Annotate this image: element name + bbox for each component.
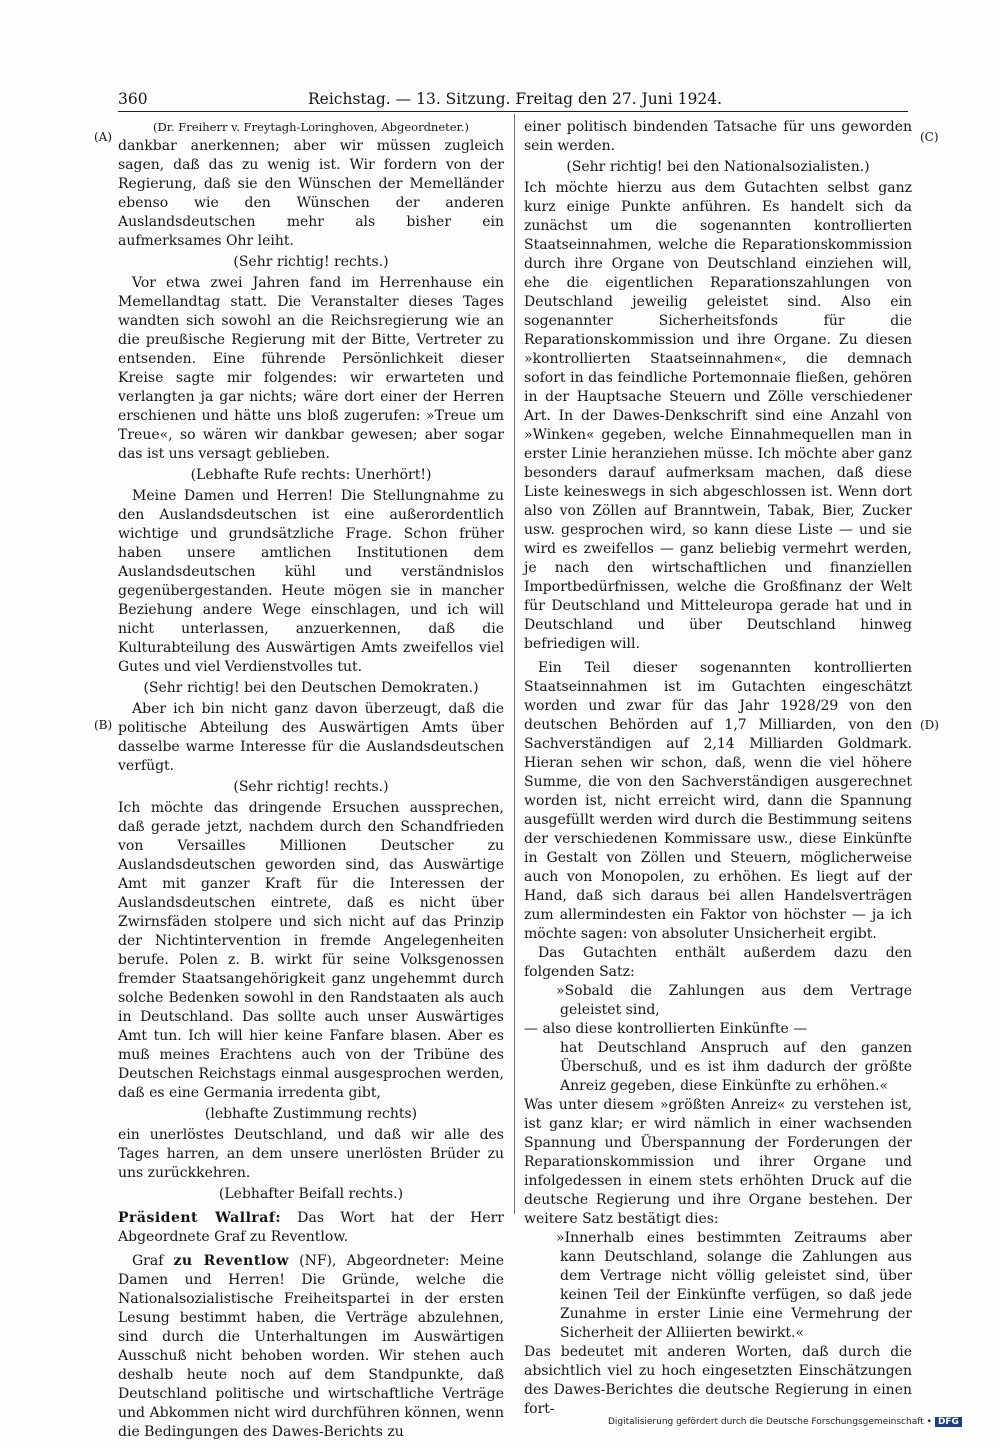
running-title: Reichstag. — 13. Sitzung. Freitag den 27. Juni 1924. [308, 90, 723, 108]
reaction: (Lebhafter Beifall rechts.) [218, 1186, 404, 1202]
right-column [524, 118, 912, 1419]
margin-mark-b: (B) [94, 718, 113, 732]
speech-text: (NF), Abgeordneter: Meine Damen und Herren! Die Gründe, welche die Nationalsozialistische Freiheitspartei in der ersten Lesung bestimmt haben, die Verträge abzulehnen, sind durch die Unterhaltungen im Auswärtigen Ausschuß nicht behoben worden. Wir stehen auch deshalb heute noch auf dem Standpunkte, daß Deutschland politische und wirtschaftliche Verträge und Abkommen nicht wird durchführen können, wenn die Bedingungen des Dawes-Berichts zu [118, 1253, 505, 1440]
page-number: 360 [118, 90, 148, 108]
paragraph: ein unerlöstes Deutschland, und daß wir alle des Tages harren, an dem unsere unerlösten Brüder zu uns zurückkehren. [118, 1127, 504, 1181]
left-column [118, 118, 504, 1442]
quotation: »Sobald die Zahlungen aus dem Vertrage geleistet sind, [556, 983, 912, 1018]
speaker-title: Graf [132, 1253, 164, 1269]
paragraph: Meine Damen und Herren! Die Stellungnahme zu den Auslandsdeutschen ist eine außerordentlich wichtige und grundsätzliche Frage. Schon früher haben unsere amtlichen Institutionen dem Auslandsdeutschen kühl und verständnislos gegenübergestanden. Heute mögen sie in mancher Beziehung andere Wege einschlagen, und ich will nicht unterlassen, anzuerkennen, daß die Kulturabteilung des Auswärtigen Amts zweifellos viel Gutes und viel Verdienstvolles tut. [118, 488, 504, 675]
paragraph: einer politisch bindenden Tatsache für uns geworden sein werden. [524, 119, 912, 154]
paragraph: — also diese kontrollierten Einkünfte — [524, 1021, 808, 1037]
header-rule [118, 111, 908, 112]
paragraph: Ich möchte hierzu aus dem Gutachten selbst ganz kurz einige Punkte anführen. Es handelt sich da zunächst um die sogenannten kontrollierten Staatseinnahmen, welche die Reparationskommission durch ihre Organe von Deutschland einziehen will, ehe die eigentlichen Reparationszahlungen von Deutschland jeweilig geleistet sind. Also ein sogenannter Sicherheitsfonds für die Reparationskommission und ihre Organe. Zu diesen »kontrollierten Staatseinnahmen«, die demnach sofort in das feindliche Portemonnaie fließen, gehören in der Hauptsache Steuern und Zölle verschiedener Art. In der Dawes-Denkschrift sind eine Anzahl von »Winken« gegeben, welche Einnahmequellen man in erster Linie heranziehen müsse. Ich möchte aber ganz besonders darauf aufmerksam machen, daß diese Liste keineswegs in sich abgeschlossen ist. Wenn dort also von Zöllen auf Branntwein, Tabak, Bier, Zucker usw. gesprochen wird, so kann diese Liste — und sie wird es zweifellos — ganz beliebig vermehrt werden, je nach den wirtschaftlichen und finanziellen Importbedürfnissen, welche die Großfinanz der Welt für Deutschland und Mitteleuropa gerade hat und in Deutschland und über Deutschland hinweg befriedigen will. [524, 180, 912, 652]
president-text: Das Wort hat der Herr Abgeordnete Graf zu Reventlow. [118, 1210, 504, 1245]
footer-text: Digitalisierung gefördert durch die Deutsche Forschungsgemeinschaft • [608, 1417, 932, 1427]
president-statement [118, 1209, 504, 1247]
margin-mark-d: (D) [920, 718, 939, 732]
paragraph: Ein Teil dieser sogenannten kontrollierten Staatseinnahmen ist im Gutachten eingeschätzt worden und zwar für das Jahr 1928/29 von den deutschen Behörden auf 1,7 Milliarden, von den Sachverständigen auf 2,14 Milliarden Goldmark. Hieran sehen wir schon, daß, wenn die viel höhere Summe, die von den Sachverständigen ausgerechnet worden ist, nicht erreicht wird, dann die Spannung ausgefüllt werden wird durch die Bestimmung seitens der verschiedenen Kommissare usw., diese Einkünfte in Gestalt von Zöllen und Steuern, möglicherweise auch von Monopolen, zu erhöhen. Es liegt auf der Hand, daß sich daraus bei allen Handelsverträgen zum allermindesten ein Faktor von höchster — ja ich möchte sagen: von absoluter Unsicherheit ergibt. [524, 660, 912, 942]
column-divider [514, 114, 515, 1214]
reaction: (lebhafte Zustimmung rechts) [204, 1106, 418, 1122]
president-name: Präsident Wallraf: [118, 1210, 282, 1226]
paragraph: Aber ich bin nicht ganz davon überzeugt, daß die politische Abteilung des Auswärtigen Amts über dasselbe warme Interesse für die Auslandsdeutschen verfügt. [118, 701, 504, 774]
margin-mark-a: (A) [94, 130, 113, 144]
dfg-logo: DFG [935, 1417, 962, 1427]
paragraph: Das Gutachten enthält außerdem dazu den folgenden Satz: [524, 945, 912, 980]
quotation: »Innerhalb eines bestimmten Zeitraums aber kann Deutschland, solange die Zahlungen aus dem Vertrage nicht völlig geleistet sind, über keinen Teil der Einkünfte verfügen, so daß jede Zunahme in erster Linie eine Vermehrung der Sicherheit der Alliierten bewirkt.« [556, 1230, 912, 1341]
paragraph: Das bedeutet mit anderen Worten, daß durch die absichtlich viel zu hoch eingesetzten Einschätzungen des Dawes-Berichtes die deutsche Regierung in einen fort- [524, 1344, 912, 1417]
reventlow-speech [118, 1252, 504, 1442]
reaction: (Lebhafte Rufe rechts: Unerhört!) [190, 467, 432, 483]
paragraph: dankbar anerkennen; aber wir müssen zugleich sagen, daß das zu wenig ist. Wir fordern von der Regierung, daß sie den Wünschen der Memelländer ebenso wie den Wünschen der anderen Auslandsdeutschen mehr als bisher ein aufmerksames Ohr leiht. [118, 138, 504, 249]
footer [608, 1417, 962, 1427]
reaction: (Sehr richtig! bei den Deutschen Demokraten.) [143, 680, 479, 696]
paragraph: Ich möchte das dringende Ersuchen aussprechen, daß gerade jetzt, nachdem durch den Schandfrieden von Versailles Millionen Deutscher zu Auslandsdeutschen geworden sind, das Auswärtige Amt mit ganzer Kraft für die Interessen der Auslandsdeutschen eintrete, daß es nicht über Zwirnsfäden stolpere und sich nicht auf das Prinzip der Nichtintervention in fremde Angelegenheiten berufe. Polen z. B. wirkt für seine Volksgenossen fremder Staatsangehörigkeit ganz ungehemmt durch solche Bedenken sowohl in den Randstaaten als auch in Deutschland. Das sollte auch unser Auswärtiges Amt tun. Ich will hier keine Fanfare blasen. Aber es muß meines Erachtens auch von der Tribüne des Deutschen Reichstags einmal ausgesprochen werden, daß es eine Germania irredenta gibt, [118, 800, 504, 1101]
quotation: hat Deutschland Anspruch auf den ganzen Überschuß, und es ist ihm dadurch der größte Anreiz gegeben, diese Einkünfte zu erhöhen.« [560, 1040, 912, 1094]
running-header [118, 90, 908, 112]
speaker-name: zu Reventlow [173, 1253, 290, 1269]
paragraph: Vor etwa zwei Jahren fand im Herrenhause ein Memellandtag statt. Die Veranstalter dieses Tages wandten sich sowohl an die Reichsregierung wie an die preußische Regierung mit der Bitte, Vertreter zu entsenden. Eine führende Persönlichkeit dieser Kreise sagte mir folgendes: wir erwarteten und verlangten ja gar nichts; wäre dort einer der Herren erschienen und hätte uns bloß zugerufen: »Treue um Treue«, so wären wir dankbar gewesen; aber sogar das ist uns versagt geblieben. [118, 275, 504, 462]
speaker-note: (Dr. Freiherr v. Freytagh-Loringhoven, Abgeordneter.) [153, 120, 469, 134]
reaction: (Sehr richtig! rechts.) [233, 254, 389, 270]
paragraph: Was unter diesem »größten Anreiz« zu verstehen ist, ist ganz klar; er wird nämlich in einer wachsenden Spannung und Überspannung der Forderungen der Reparationskommission und ihrer Organe und infolgedessen in einem stets erhöhten Druck auf die deutsche Regierung und ihre Organe bestehen. Der weitere Satz bestätigt dies: [524, 1097, 912, 1227]
reaction: (Sehr richtig! bei den Nationalsozialisten.) [566, 159, 870, 175]
margin-mark-c: (C) [920, 130, 939, 144]
reaction: (Sehr richtig! rechts.) [233, 779, 389, 795]
